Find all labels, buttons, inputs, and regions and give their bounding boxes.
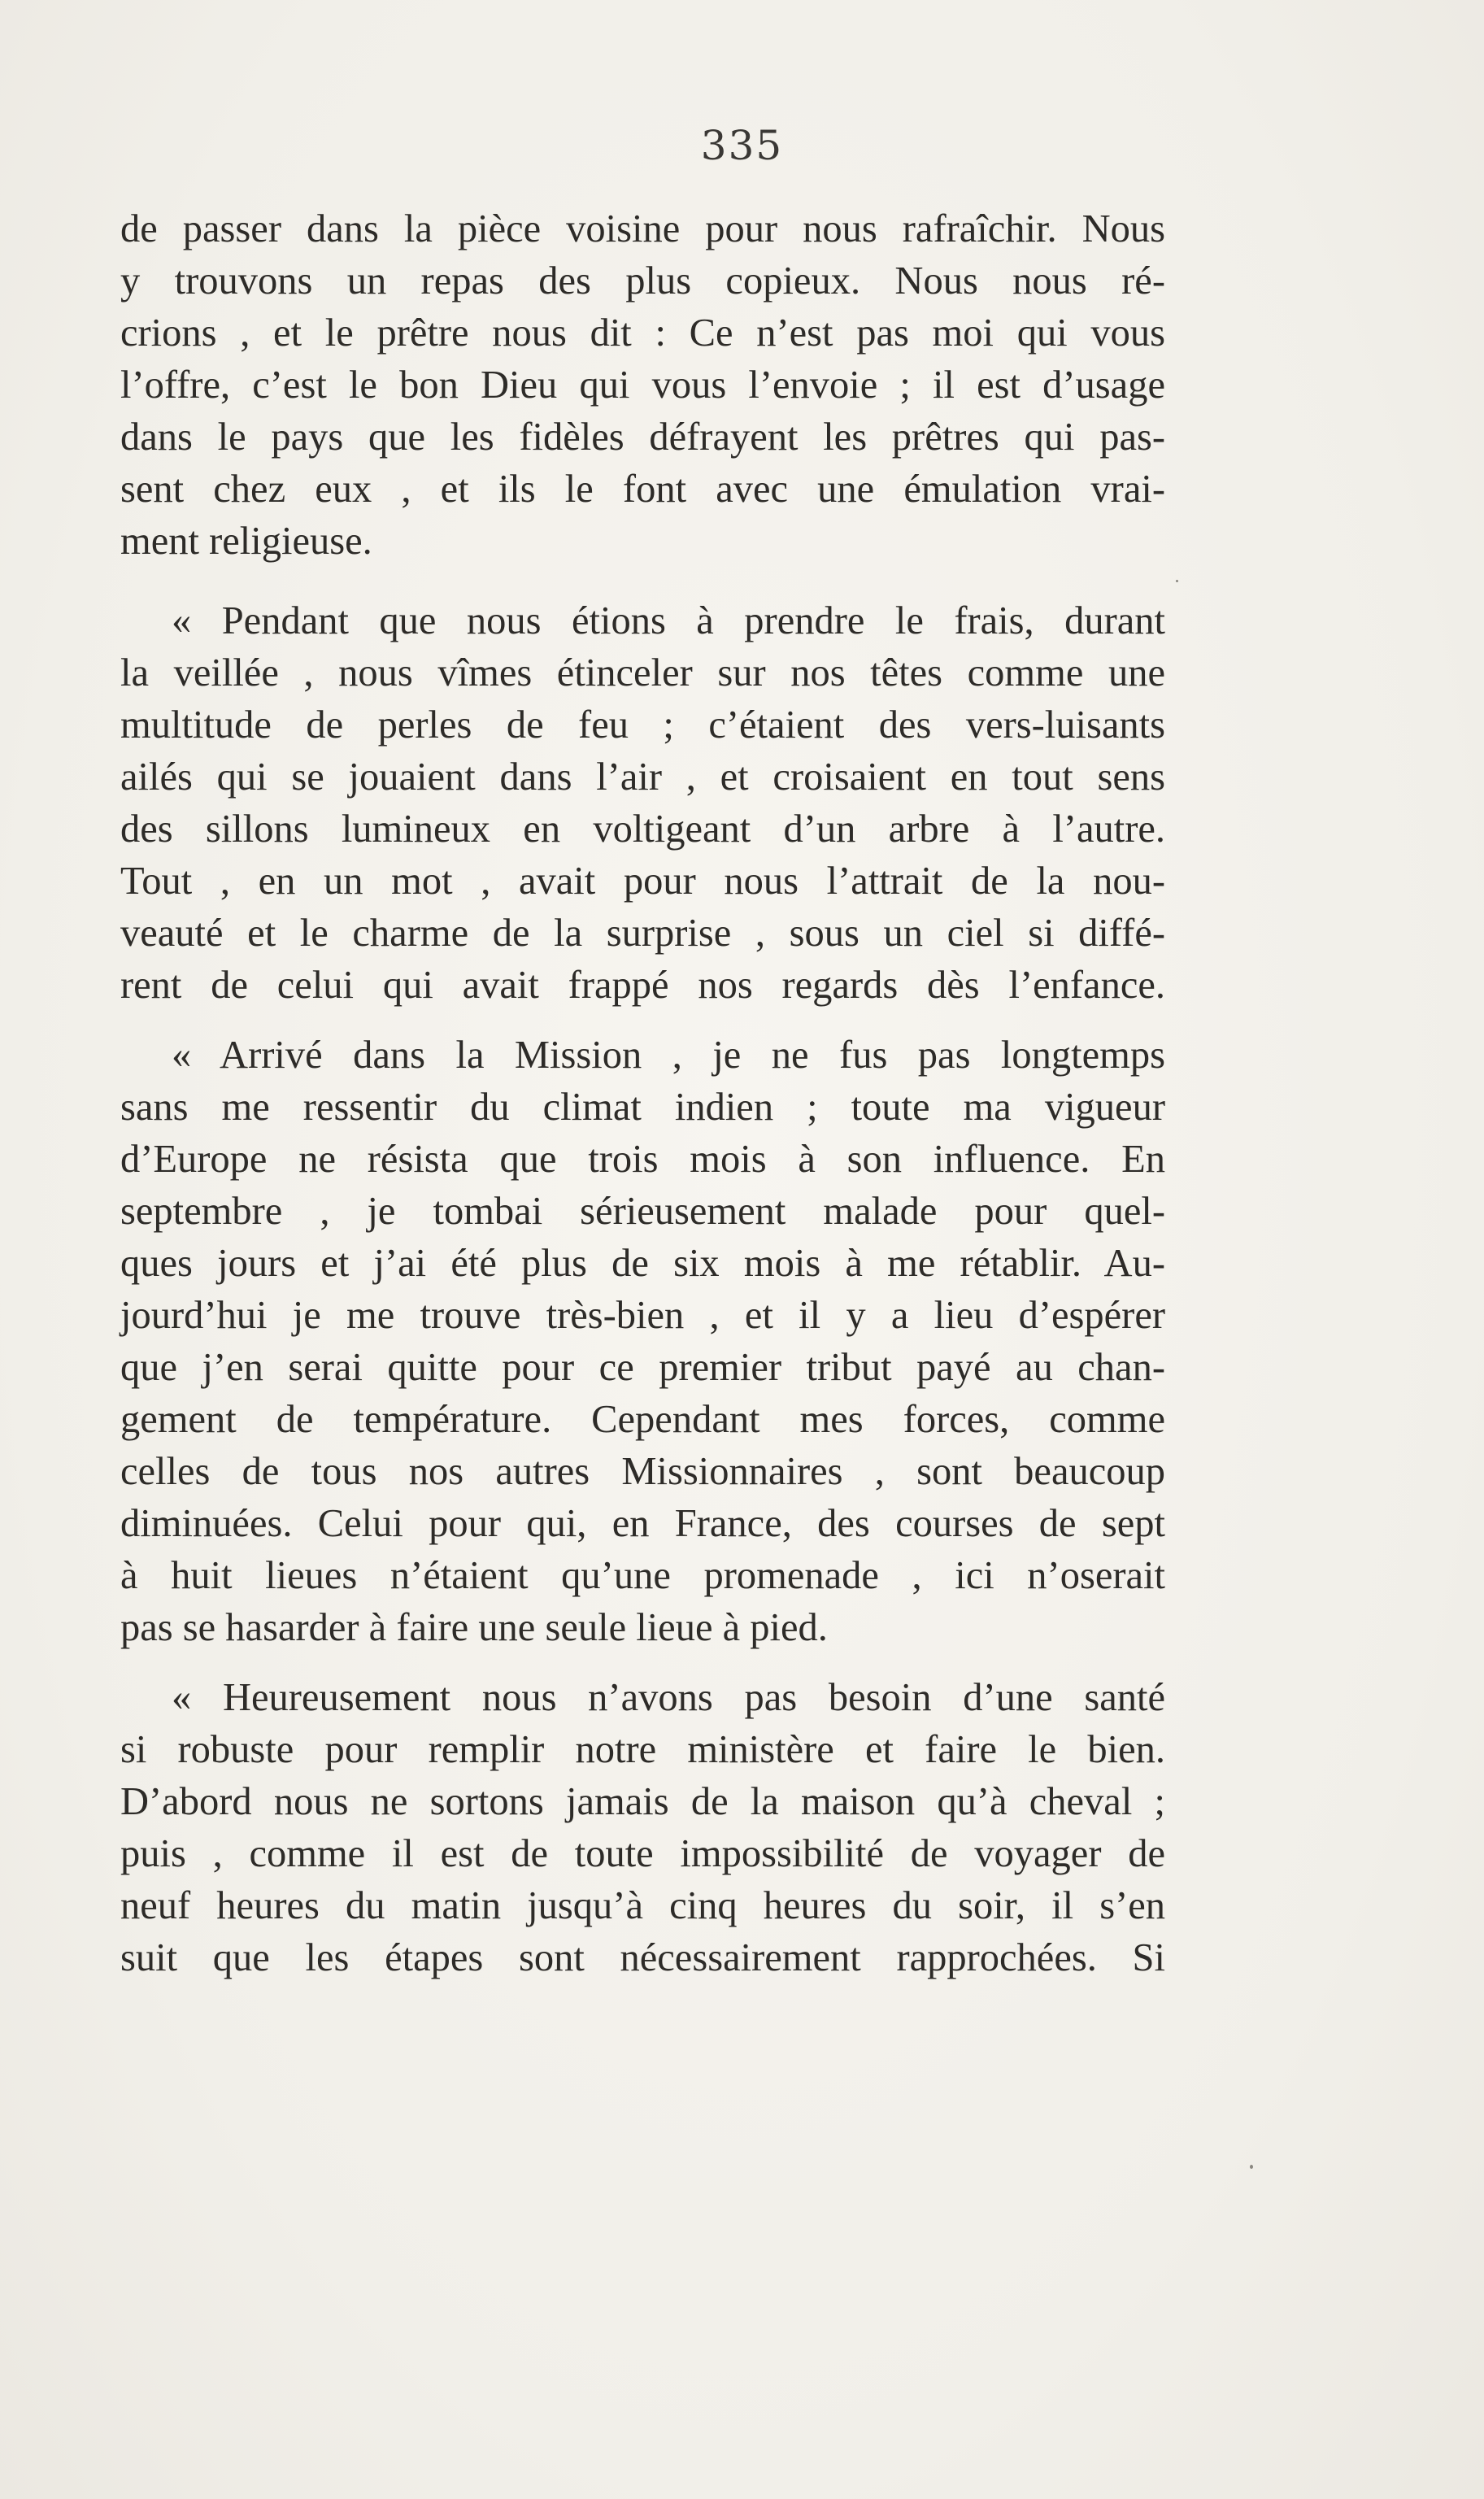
text-line: neuf heures du matin jusqu’à cinq heures du soir, il s’en (120, 1884, 1165, 1927)
text-line: « Arrivé dans la Mission , je ne fus pas longtemps (172, 1034, 1165, 1077)
text-line: ques jours et j’ai été plus de six mois à me rétablir. Au- (120, 1242, 1165, 1285)
text-line: veauté et le charme de la surprise , sous un ciel si diffé- (120, 912, 1165, 955)
text-line: ailés qui se jouaient dans l’air , et croisaient en tout sens (120, 755, 1165, 799)
paper-speck (1176, 580, 1178, 582)
text-line: si robuste pour remplir notre ministère et faire le bien. (120, 1728, 1165, 1771)
text-line: dans le pays que les fidèles défrayent les prêtres qui pas- (120, 416, 1165, 459)
page-number: 335 (700, 122, 784, 169)
paper-speck (1250, 2165, 1253, 2169)
text-line: gement de température. Cependant mes forces, comme (120, 1398, 1165, 1441)
text-line: que j’en serai quitte pour ce premier tribut payé au chan- (120, 1346, 1165, 1389)
text-line: septembre , je tombai sérieusement malade pour quel- (120, 1190, 1165, 1233)
paragraph-2 (120, 595, 1165, 1012)
text-line: de passer dans la pièce voisine pour nous rafraîchir. Nous (120, 207, 1165, 250)
text-line: rent de celui qui avait frappé nos regards dès l’enfance. (120, 964, 1165, 1007)
text-line: sans me ressentir du climat indien ; toute ma vigueur (120, 1086, 1165, 1129)
text-line: sent chez eux , et ils le font avec une émulation vrai- (120, 468, 1165, 511)
paragraph-1 (120, 203, 1165, 568)
text-line: l’offre, c’est le bon Dieu qui vous l’envoie ; il est d’usage (120, 364, 1165, 407)
text-line: la veillée , nous vîmes étinceler sur nos têtes comme une (120, 651, 1165, 694)
text-line: « Heureusement nous n’avons pas besoin d’une santé (172, 1676, 1165, 1719)
text-line: suit que les étapes sont nécessairement rapprochées. Si (120, 1936, 1165, 1979)
text-line: multitude de perles de feu ; c’étaient des vers-luisants (120, 703, 1165, 747)
text-line: à huit lieues n’étaient qu’une promenade , ici n’oserait (120, 1554, 1165, 1597)
text-line: crions , et le prêtre nous dit : Ce n’est pas moi qui vous (120, 311, 1165, 355)
text-line: pas se hasarder à faire une seule lieue à pied. (120, 1606, 828, 1649)
text-line: y trouvons un repas des plus copieux. Nous nous ré- (120, 259, 1165, 303)
text-line: des sillons lumineux en voltigeant d’un arbre à l’autre. (120, 808, 1165, 851)
text-line: jourd’hui je me trouve très-bien , et il y a lieu d’espérer (120, 1294, 1165, 1337)
body-text (120, 203, 1165, 1984)
paragraph-4 (120, 1672, 1165, 1984)
paragraph-3 (120, 1030, 1165, 1654)
text-line: celles de tous nos autres Missionnaires , sont beaucoup (120, 1450, 1165, 1493)
text-line: puis , comme il est de toute impossibilité de voyager de (120, 1832, 1165, 1875)
text-line: diminuées. Celui pour qui, en France, des courses de sept (120, 1502, 1165, 1545)
text-line: D’abord nous ne sortons jamais de la maison qu’à cheval ; (120, 1780, 1165, 1823)
text-line: « Pendant que nous étions à prendre le frais, durant (172, 599, 1165, 642)
text-line: Tout , en un mot , avait pour nous l’attrait de la nou- (120, 860, 1165, 903)
text-line: ment religieuse. (120, 520, 372, 563)
text-line: d’Europe ne résista que trois mois à son influence. En (120, 1138, 1165, 1181)
